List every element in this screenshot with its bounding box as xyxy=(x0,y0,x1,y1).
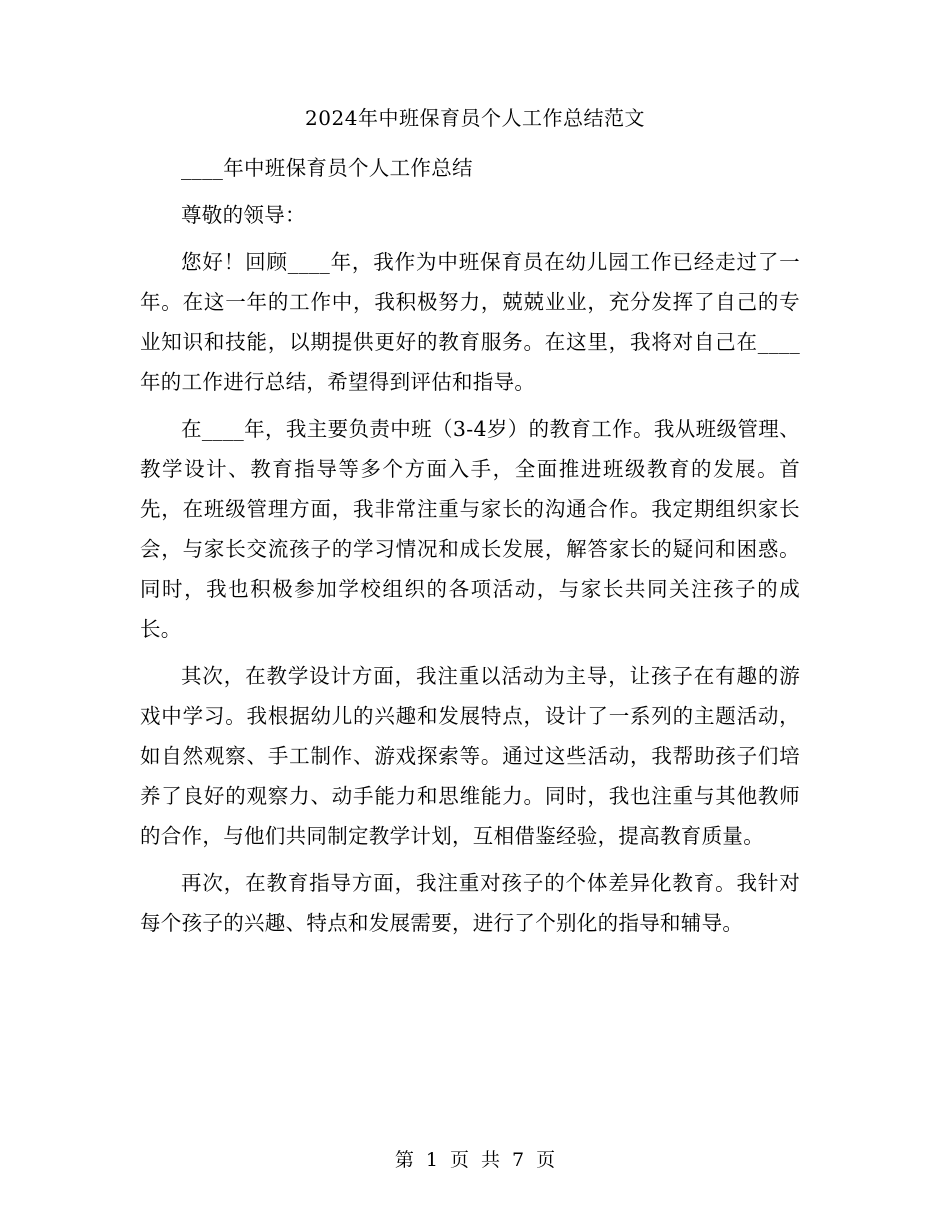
document-title: 2024年中班保育员个人工作总结范文 xyxy=(305,106,645,130)
body-paragraph: 在____年，我主要负责中班（3-4岁）的教育工作。我从班级管理、教学设计、教育指导等多个方面入手，全面推进班级教育的发展。首先，在班级管理方面，我非常注重与家长的沟通合作。我定期组织家长会，与家长交流孩子的学习情况和成长发展，解答家长的疑问和困惑。同时，我也积极参加学校组织的各项活动，与家长共同关注孩子的成长。 xyxy=(140,417,800,641)
salutation-paragraph: 尊敬的领导： xyxy=(181,203,306,227)
page-footer: 第 1 页 共 7 页 xyxy=(394,1149,556,1171)
body-paragraph: 您好！回顾____年，我作为中班保育员在幼儿园工作已经走过了一年。在这一年的工作中，我积极努力，兢兢业业，充分发挥了自己的专业知识和技能，以期提供更好的教育服务。在这里，我将对自己在____年的工作进行总结，希望得到评估和指导。 xyxy=(140,250,800,394)
document-body xyxy=(140,148,800,950)
body-paragraph: 其次，在教学设计方面，我注重以活动为主导，让孩子在有趣的游戏中学习。我根据幼儿的兴趣和发展特点，设计了一系列的主题活动，如自然观察、手工制作、游戏探索等。通过这些活动，我帮助孩子们培养了良好的观察力、动手能力和思维能力。同时，我也注重与其他教师的合作，与他们共同制定教学计划，互相借鉴经验，提高教育质量。 xyxy=(140,664,800,848)
body-paragraph: 再次，在教育指导方面，我注重对孩子的个体差异化教育。我针对每个孩子的兴趣、特点和发展需要，进行了个别化的指导和辅导。 xyxy=(140,871,800,935)
subtitle-paragraph: ____年中班保育员个人工作总结 xyxy=(181,156,473,180)
